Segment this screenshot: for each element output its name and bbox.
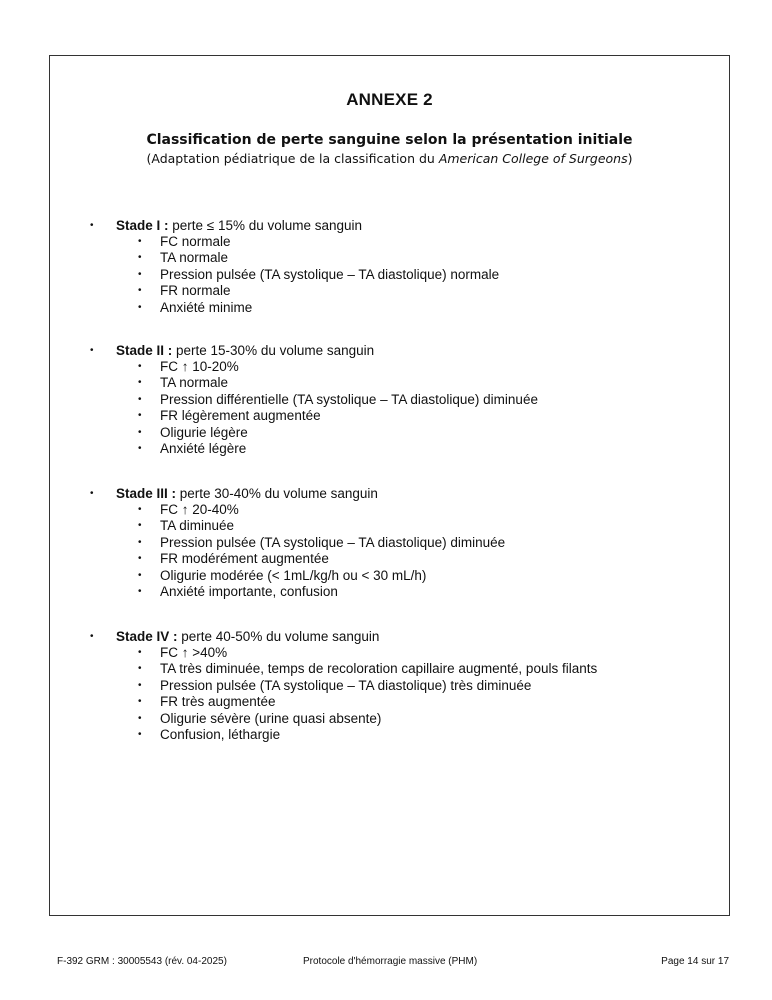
bullet-icon: • <box>90 220 94 231</box>
stage-description: perte 30-40% du volume sanguin <box>176 486 378 501</box>
subtitle-source <box>50 151 729 166</box>
bullet-icon: • <box>138 712 142 724</box>
stage-label: Stade II : <box>116 343 173 358</box>
bullet-icon: • <box>138 728 142 740</box>
subtitle-source-italic: American College of Surgeons <box>438 151 628 166</box>
list-item-text: Oligurie modérée (< 1mL/kg/h ou < 30 mL/h) <box>160 567 427 583</box>
stage-heading-text <box>116 217 362 234</box>
bullet-icon: • <box>138 679 142 691</box>
list-item-text: Pression pulsée (TA systolique – TA diastolique) diminuée <box>160 534 506 550</box>
stage-description: perte ≤ 15% du volume sanguin <box>168 218 363 233</box>
bullet-icon: • <box>138 553 142 565</box>
bullet-icon: • <box>138 377 142 389</box>
list-item-text: Pression différentielle (TA systolique – TA diastolique) diminuée <box>160 391 538 407</box>
list-item-text: Anxiété importante, confusion <box>160 583 338 599</box>
list-item-text: Oligurie légère <box>160 424 248 440</box>
bullet-icon: • <box>138 647 142 658</box>
stage-label: Stade III : <box>116 486 177 501</box>
stage-label: Stade I : <box>116 218 169 233</box>
bullet-icon: • <box>138 285 142 297</box>
list-item-text: FC ↑ >40% <box>160 645 228 660</box>
list-item-text: FC ↑ 20-40% <box>160 502 239 517</box>
bullet-icon: • <box>138 442 142 454</box>
list-item-text: FR légèrement augmentée <box>160 408 321 424</box>
stage-label: Stade IV : <box>116 629 178 644</box>
bullet-icon: • <box>138 520 142 532</box>
list-item-text: TA normale <box>160 375 229 391</box>
bullet-icon: • <box>138 393 142 405</box>
bullet-icon: • <box>138 301 142 313</box>
document-frame <box>49 55 730 916</box>
stage-heading-text <box>116 342 374 359</box>
list-item-text: Pression pulsée (TA systolique – TA diastolique) normale <box>160 266 500 282</box>
bullet-icon: • <box>90 488 94 499</box>
subtitle-source-before: (Adaptation pédiatrique de la classification du <box>146 151 439 166</box>
footer-doc-name: Protocole d'hémorragie massive (PHM) <box>303 956 478 967</box>
bullet-icon: • <box>138 569 142 581</box>
stage-description: perte 15-30% du volume sanguin <box>172 343 375 358</box>
stage-heading-text <box>116 485 378 502</box>
stage-description: perte 40-50% du volume sanguin <box>177 629 380 644</box>
bullet-icon: • <box>138 504 142 515</box>
list-item-text: Oligurie sévère (urine quasi absente) <box>160 710 382 726</box>
bullet-icon: • <box>138 236 142 247</box>
bullet-icon: • <box>138 585 142 597</box>
list-item-text: FR normale <box>160 283 231 299</box>
list-item-text: Confusion, léthargie <box>160 726 281 742</box>
bullet-icon: • <box>138 426 142 438</box>
list-item-text: TA normale <box>160 250 229 266</box>
list-item-text: FR très augmentée <box>160 694 276 710</box>
bullet-icon: • <box>138 410 142 422</box>
subtitle-source-after: ) <box>627 151 633 166</box>
list-item-text: Anxiété minime <box>160 299 253 315</box>
bullet-icon: • <box>90 345 94 356</box>
list-item-text: FC normale <box>160 234 231 249</box>
list-item-text: FR modérément augmentée <box>160 551 329 567</box>
list-item-text: TA diminuée <box>160 518 235 534</box>
bullet-icon: • <box>138 696 142 708</box>
list-item-text: Pression pulsée (TA systolique – TA diastolique) très diminuée <box>160 677 532 693</box>
footer-form-ref: F-392 GRM : 30005543 (rév. 04-2025) <box>57 956 227 967</box>
subtitle: Classification de perte sanguine selon la présentation initiale <box>146 132 633 148</box>
bullet-icon: • <box>90 631 94 642</box>
list-item-text: Anxiété légère <box>160 440 247 456</box>
list-item-text: TA très diminuée, temps de recoloration capillaire augmenté, pouls filants <box>160 661 598 677</box>
bullet-icon: • <box>138 268 142 280</box>
stage-heading-text <box>116 628 379 645</box>
footer-page-number: Page 14 sur 17 <box>661 956 729 967</box>
bullet-icon: • <box>138 361 142 372</box>
bullet-icon: • <box>138 252 142 264</box>
bullet-icon: • <box>138 663 142 675</box>
list-item-text: FC ↑ 10-20% <box>160 359 239 374</box>
annex-title: ANNEXE 2 <box>346 90 433 109</box>
bullet-icon: • <box>138 536 142 548</box>
